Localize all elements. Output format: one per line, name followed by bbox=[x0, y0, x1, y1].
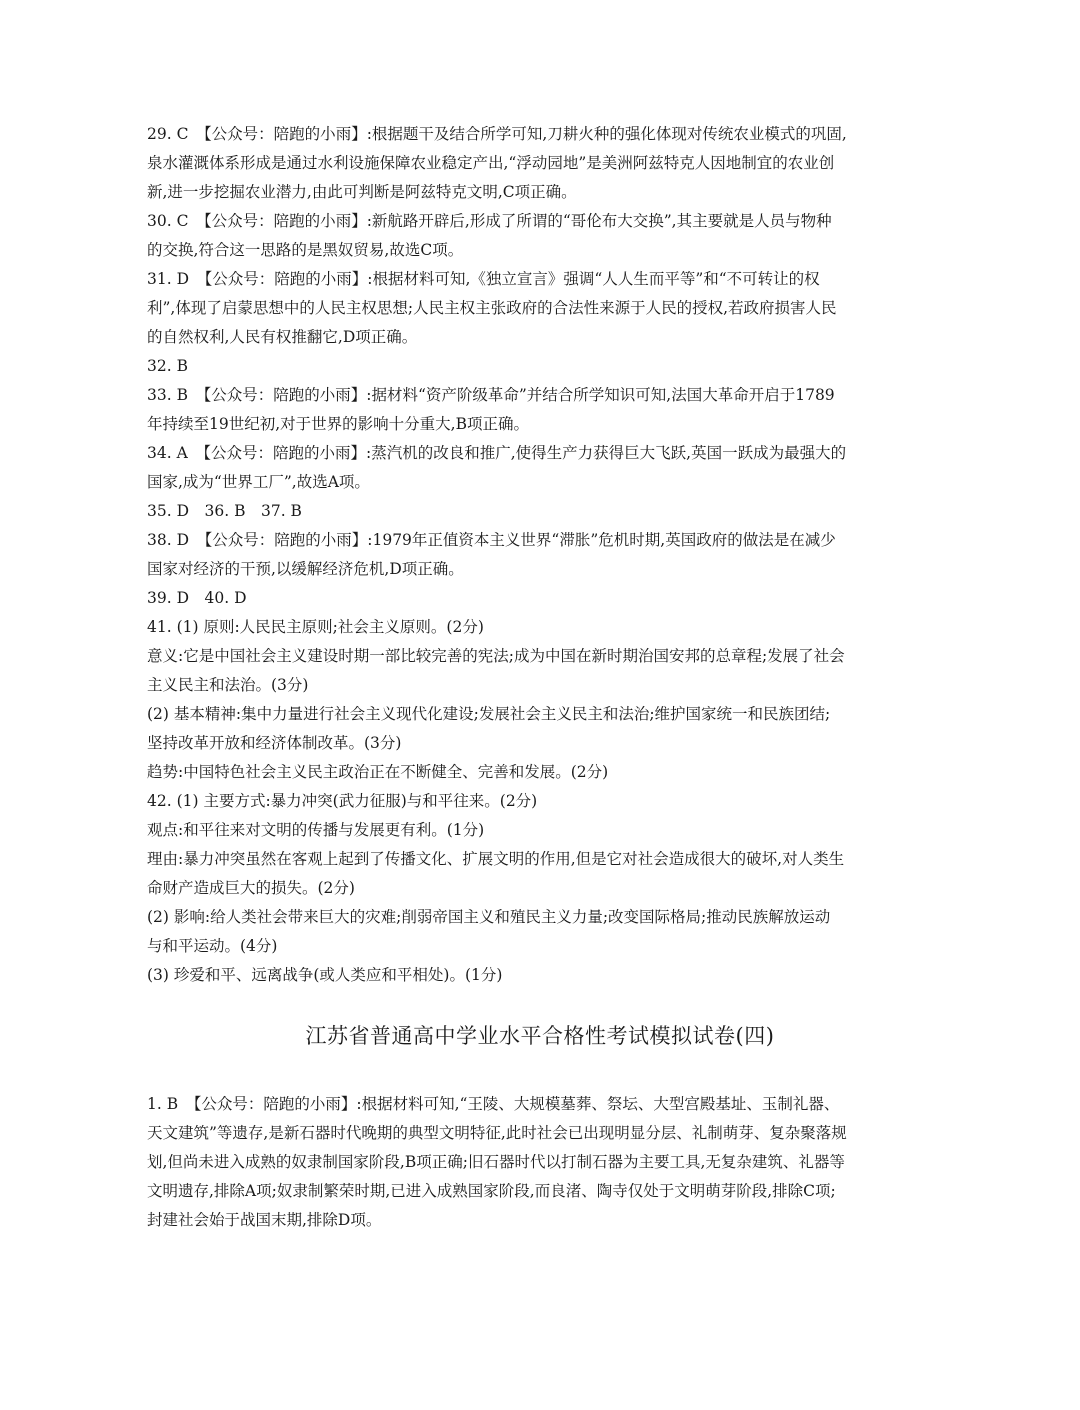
text-line: 新,进一步挖掘农业潜力,由此可判断是阿兹特克文明,C项正确。 bbox=[147, 183, 577, 201]
text-line: 29. C 【公众号：陪跑的小雨】:根据题干及结合所学可知,刀耕火种的强化体现对传统农业模式的巩固, bbox=[147, 125, 847, 143]
text-line: 天文建筑”等遗存,是新石器时代晚期的典型文明特征,此时社会已出现明显分层、礼制萌芽、复杂聚落规 bbox=[147, 1124, 847, 1142]
text-line: 的交换,符合这一思路的是黑奴贸易,故选C项。 bbox=[147, 241, 464, 259]
text-line: 观点:和平往来对文明的传播与发展更有利。(1分) bbox=[147, 821, 485, 839]
text-line: 41. (1) 原则:人民民主原则;社会主义原则。(2分) bbox=[147, 618, 484, 636]
text-line: 意义:它是中国社会主义建设时期一部比较完善的宪法;成为中国在新时期治国安邦的总章程;发展了社会 bbox=[147, 647, 845, 665]
text-line: 主义民主和法治。(3分) bbox=[147, 676, 309, 694]
text-line: 年持续至19世纪初,对于世界的影响十分重大,B项正确。 bbox=[147, 415, 529, 433]
text-line: 趋势:中国特色社会主义民主政治正在不断健全、完善和发展。(2分) bbox=[147, 763, 609, 781]
text-line: 33. B 【公众号：陪跑的小雨】:据材料“资产阶级革命”并结合所学知识可知,法国大革命开启于1789 bbox=[147, 386, 835, 404]
text-line: 32. B bbox=[147, 357, 188, 375]
text-line: 34. A 【公众号：陪跑的小雨】:蒸汽机的改良和推广,使得生产力获得巨大飞跃,英国一跃成为最强大的 bbox=[147, 444, 847, 462]
text-line: 的自然权利,人民有权推翻它,D项正确。 bbox=[147, 328, 418, 346]
text-line: 与和平运动。(4分) bbox=[147, 937, 278, 955]
text-line: 35. D 36. B 37. B bbox=[147, 502, 302, 520]
text-line: 划,但尚未进入成熟的奴隶制国家阶段,B项正确;旧石器时代以打制石器为主要工具,无复杂建筑、礼器等 bbox=[147, 1153, 845, 1171]
text-line: 31. D 【公众号：陪跑的小雨】:根据材料可知,《独立宣言》强调“人人生而平等”和“不可转让的权 bbox=[147, 270, 820, 288]
text-line: (3) 珍爱和平、远离战争(或人类应和平相处)。(1分) bbox=[147, 966, 503, 984]
text-line: 封建社会始于战国末期,排除D项。 bbox=[147, 1211, 382, 1229]
text-line: 命财产造成巨大的损失。(2分) bbox=[147, 879, 355, 897]
text-line: 泉水灌溉体系形成是通过水利设施保障农业稳定产出,“浮动园地”是美洲阿兹特克人因地制宜的农业创 bbox=[147, 154, 835, 172]
answer-block-1 bbox=[147, 1090, 935, 1235]
text-line: 国家对经济的干预,以缓解经济危机,D项正确。 bbox=[147, 560, 464, 578]
text-line: (2) 基本精神:集中力量进行社会主义现代化建设;发展社会主义民主和法治;维护国家统一和民族团结; bbox=[147, 705, 831, 723]
answer-block-29-42 bbox=[147, 120, 935, 990]
text-line: 坚持改革开放和经济体制改革。(3分) bbox=[147, 734, 402, 752]
text-line: (2) 影响:给人类社会带来巨大的灾难;削弱帝国主义和殖民主义力量;改变国际格局;推动民族解放运动 bbox=[147, 908, 831, 926]
text-line: 39. D 40. D bbox=[147, 589, 247, 607]
text-line: 理由:暴力冲突虽然在客观上起到了传播文化、扩展文明的作用,但是它对社会造成很大的破坏,对人类生 bbox=[147, 850, 845, 868]
text-line: 38. D 【公众号：陪跑的小雨】:1979年正值资本主义世界“滞胀”危机时期,英国政府的做法是在减少 bbox=[147, 531, 836, 549]
text-line: 利”,体现了启蒙思想中的人民主权思想;人民主权主张政府的合法性来源于人民的授权,若政府损害人民 bbox=[147, 299, 837, 317]
text-line: 30. C 【公众号：陪跑的小雨】:新航路开辟后,形成了所谓的“哥伦布大交换”,其主要就是人员与物种 bbox=[147, 212, 832, 230]
text-line: 42. (1) 主要方式:暴力冲突(武力征服)与和平往来。(2分) bbox=[147, 792, 538, 810]
text-line: 文明遗存,排除A项;奴隶制繁荣时期,已进入成熟国家阶段,而良渚、陶寺仅处于文明萌芽阶段,排除C项; bbox=[147, 1182, 836, 1200]
text-line: 国家,成为“世界工厂”,故选A项。 bbox=[147, 473, 370, 491]
text-line: 1. B 【公众号：陪跑的小雨】:根据材料可知,“王陵、大规模墓葬、祭坛、大型宫殿基址、玉制礼器、 bbox=[147, 1095, 840, 1113]
section-title: 江苏省普通高中学业水平合格性考试模拟试卷(四) bbox=[305, 1024, 775, 1048]
